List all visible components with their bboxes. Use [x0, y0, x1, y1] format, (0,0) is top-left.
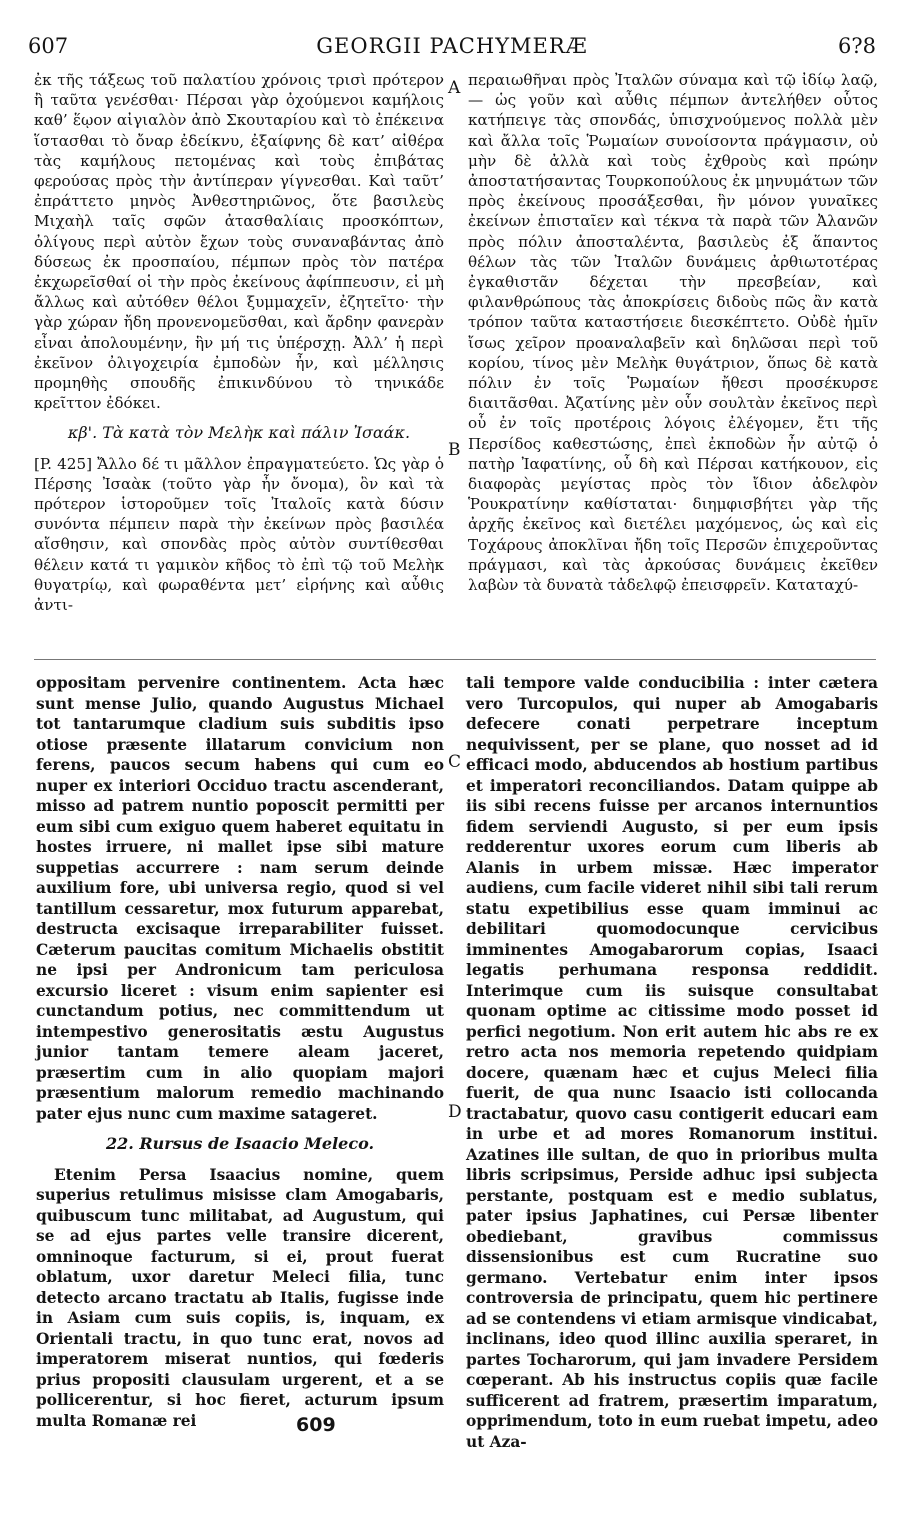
column-divider-rule: [34, 659, 876, 660]
page-number-right: 6?8: [838, 34, 876, 58]
margin-marker-c: C: [448, 752, 462, 772]
greek-section-heading: κβ'. Τὰ κατὰ τὸν Μελὴκ καὶ πάλιν Ἰσαάκ.: [67, 423, 411, 443]
greek-left-paragraph-2: [P. 425] Ἄλλο δέ τι μᾶλλον ἐπραγματεύετο. Ὡς γὰρ ὁ Πέρσης Ἰσαὰκ (τοῦτο γὰρ ἦν ὄνομα), ὃν καὶ τὰ πρότερον ἱστοροῦμεν τοῖς Ἰταλοῖς κατὰ δύσιν συνόντα πέμπειν παρὰ τὴν ἐκείνων πρὸς βασιλέα αἴσθησιν, καὶ σπονδὰς πρὸς αὐτὸν συντίθεσθαι θέλειν κατά τι γαμικὸν κῆδος τὸ ἐπὶ τῷ τοῦ Μελὴκ θυγατρίῳ, καὶ φωραθέντα μετ’ εἰρήνης καὶ αὖθις ἀντι-: [34, 454, 444, 615]
library-stamp-number: 609: [296, 1414, 336, 1436]
latin-left-paragraph-2: Etenim Persa Isaacius nomine, quem superius retulimus misisse clam Amogabaris, quibuscum tunc militabat, ad Augustum, qui se ad ejus partes velle transire dicerent, omninoque facturum, si ei, prout fuerat oblatum, uxor daretur Meleci filia, tunc detecto arcano tractatu ab Italis, fugisse inde in Asiam cum suis copiis, is, inquam, ex Orientali tractu, in quo tunc erat, novos ad imperatorem miserat nuntios, qui fœderis prius propositi clausulam urgerent, et a se pollicerentur, si hoc fieret, acturum ipsum multa Romanæ rei: [36, 1165, 444, 1430]
page-number-left: 607: [28, 34, 69, 58]
latin-section-heading: 22. Rursus de Isaacio Meleco.: [105, 1134, 375, 1153]
greek-column-right: [468, 70, 878, 650]
greek-column-left: [34, 70, 444, 650]
latin-left-paragraph-1: oppositam pervenire continentem. Acta hæc sunt mense Julio, quando Augustus Michael tot tantarumque cladium suis subditis ipso otiose præsente illatarum convicium non ferens, paucos secum habens qui cum eo nuper ex interiori Occiduo tractu ascenderant, misso ad patrem nuntio poposcit permitti per eum sibi cum exiguo quem haberet equitatu in hostes irruere, ni mallet ipse sibi mature suppetias accurrere : nam serum deinde auxilium fore, ubi universa regio, quod si vel tantillum cessaretur, mox futurum apparebat, destructa excisaque irreparabiliter fuisset. Cæterum paucitas comitum Michaelis obstitit ne ipsi per Andronicum tam periculosa excursio liceret : visum enim sapienter esi cunctandum potius, nec committendum ut intempestivo generositatis æstu Augustus junior tantam temere aleam jaceret, præsertim cum in alio quopiam majori præsentium malorum remedio machinando pater ejus nunc cum maxime satageret.: [36, 674, 444, 1123]
latin-column-right: [466, 673, 878, 1533]
margin-marker-b: B: [448, 440, 461, 460]
latin-right-paragraph-1: tali tempore valde conducibilia : inter cætera vero Turcopulos, qui nuper ab Amogabaris defecere conati perpetrare inceptum nequivissent, per se plane, quo nosset ad id efficaci modo, abducendos ab hostium partibus et imperatori reconciliandos. Datam quippe ab iis sibi recens fuisse per arcanos internuntios fidem serviendi Augusto, si per eum ipsis redderentur uxores eorum cum liberis ab Alanis in urbem missæ. Hæc imperator audiens, cum facile videret nihil sibi tali rerum statu expetibilius esse quam imminui ac debilitari quomodocunque cervicibus imminentes Amogabarorum copias, Isaaci legatis perhumana responsa reddidit. Interimque cum iis suisque consultabat quonam optime ac citissime modo posset id perfici negotium. Non erit autem hic abs re ex retro acta nos memoria repetendo quidpiam docere, quænam hæc et cujus Meleci filia fuerit, de qua nunc Isaacio isti collocanda tractabatur, quovo casu contigerit educari eam in urbe et ad mores Romanorum institui. Azatines ille sultan, de quo in prioribus multa libris scripsimus, Perside adhuc ipsi subjecta perstante, postquam est e medio sublatus, pater ipsius Japhatines, cui Persæ libenter obediebant, gravibus commissus dissensionibus est cum Rucratine suo germano. Vertebatur enim inter ipsos controversia de principatu, quem hic pertinere ad se contendens vi etiam armisque vindicabat, inclinans, ideo quod illinc auxilia speraret, in partes Tocharorum, qui jam invadere Persidem cœperant. Ab his instructus copiis quæ facile sufficerent ad fratrem, præsertim imparatum, opprimendum, toto in eum ruebat impetu, adeo ut Aza-: [466, 674, 878, 1451]
margin-marker-d: D: [448, 1102, 462, 1122]
running-title: GEORGII PACHYMERÆ: [316, 34, 588, 58]
margin-marker-a: A: [448, 78, 461, 98]
page-header: [28, 34, 876, 64]
latin-column-left: [36, 673, 444, 1533]
greek-left-paragraph-1: ἐκ τῆς τάξεως τοῦ παλατίου χρόνοις τρισὶ πρότερον ἢ ταῦτα γενέσθαι· Πέρσαι γὰρ ὀχούμενοι καμήλοις καθ’ ἕῳον αἰγιαλὸν ἀπὸ Σκουταρίου καὶ τὸ ἐπέκεινα ἵστασθαι τὸ ὄναρ ἐδείκνυ, ἐξαίφνης δὲ κατ’ αἰθέρα τὰς καμήλους πετομένας καὶ τοὺς ἐπιβάτας φερούσας πρὸς τὴν ἀντίπεραν γίγνεσθαι. Καὶ ταῦτ’ ἐπράττετο μηνὸς Ἀνθεστηριῶνος, ὅτε βασιλεὺς Μιχαὴλ ταῖς σφῶν ἀτασθαλίαις προσκόπτων, ὀλίγους περὶ αὐτὸν ἔχων τοὺς συναναβάντας ἀπὸ δύσεως ἐκ προσπαίου, πέμπων πρὸς τὸν πατέρα ἐκχωρεῖσθαί οἱ τὴν πρὸς ἐκείνους ἀφίππευσιν, εἰ μὴ ἄλλως καὶ αὐτόθεν θέλοι ξυμμαχεῖν, ἐζητεῖτο· τὴν γὰρ χώραν ἤδη προνενομεῦσθαι, καὶ ἄρδην φανερὰν εἶναι ἀπολουμένην, ἣν μή τις ὑπέρσχῃ. Ἀλλ’ ἡ περὶ ἐκεῖνον ὀλιγοχειρία ἐμποδὼν ἦν, καὶ μέλλησις προμηθὴς σπουδῆς ἐπικινδύνου τὸ τηνικάδε κρεῖττον ἐδόκει.: [34, 71, 444, 413]
greek-right-paragraph-1: περαιωθῆναι πρὸς Ἰταλῶν σύναμα καὶ τῷ ἰδίῳ λαῷ, — ὡς γοῦν καὶ αὖθις πέμπων ἀντελήθεν οὗτος κατήπειγε τὰς σπονδάς, ὑπισχνούμενος πολλὰ μὲν καὶ ἄλλα τοῖς Ῥωμαίων συνοίσοντα πράγμασιν, οὐ μὴν δὲ ἀλλὰ καὶ τοὺς ἐχθροὺς καὶ πρώην ἀποστατήσαντας Τουρκοπούλους ἐκ μηνυμάτων τῶν πρὸς ἐκείνους προσάξεσθαι, ἣν μόνον γυναῖκες ἐκείνων ἐπισταῖεν καὶ τέκνα τὰ παρὰ τῶν Ἀλανῶν πρὸς πόλιν ἀποσταλέντα, βασιλεὺς ἐξ ἅπαντος θέλων τὰς τῶν Ἰταλῶν δυνάμεις ἀρθιωτοτέρας ἐγκαθιστᾶν δέχεται τὴν πρεσβείαν, καὶ φιλανθρώπους τὰς ἀποκρίσεις διδοὺς πῶς ἂν κατὰ τρόπον ταῦτα καταστήσειε διεσκέπτετο. Οὐδὲ ἡμῖν ἴσως χεῖρον προαναλαβεῖν καὶ δηλῶσαι περὶ τοῦ κορίου, τίνος μὲν Μελὴκ θυγάτριον, ὅπως δὲ κατὰ πόλιν ἐν τοῖς Ῥωμαίων ἤθεσι προσέκυρσε διαιτᾶσθαι. Ἀζατίνης μὲν οὗν σουλτὰν ἐκεῖνος περὶ οὗ ἐν τοῖς προτέροις λόγοις ἐλέγομεν, ἔτι τῆς Περσίδος καθεστώσης, ἐπεὶ ἐκποδὼν ἦν αὐτῷ ὁ πατὴρ Ἰαφατίνης, οὗ δὴ καὶ Πέρσαι κατήκουον, εἰς διαφορὰς μεγίστας πρὸς τὸν ἴδιον ἀδελφὸν Ῥουκρατίνην καθίσταται· διημφισβήτει γὰρ τῆς ἀρχῆς ἐκεῖνος καὶ διετέλει μαχόμενος, ὡς καὶ εἰς Τοχάρους ἀποκλῖναι ἤδη τοῖς Περσῶν ἐπιχεροῦντας πράγμασι, καὶ τὰς ἀρκούσας δυνάμεις ἐκεῖθεν λαβὼν τὰ δυνατὰ τἀδελφῷ ἐπεισφρεῖν. Καταταχύ-: [468, 71, 878, 595]
